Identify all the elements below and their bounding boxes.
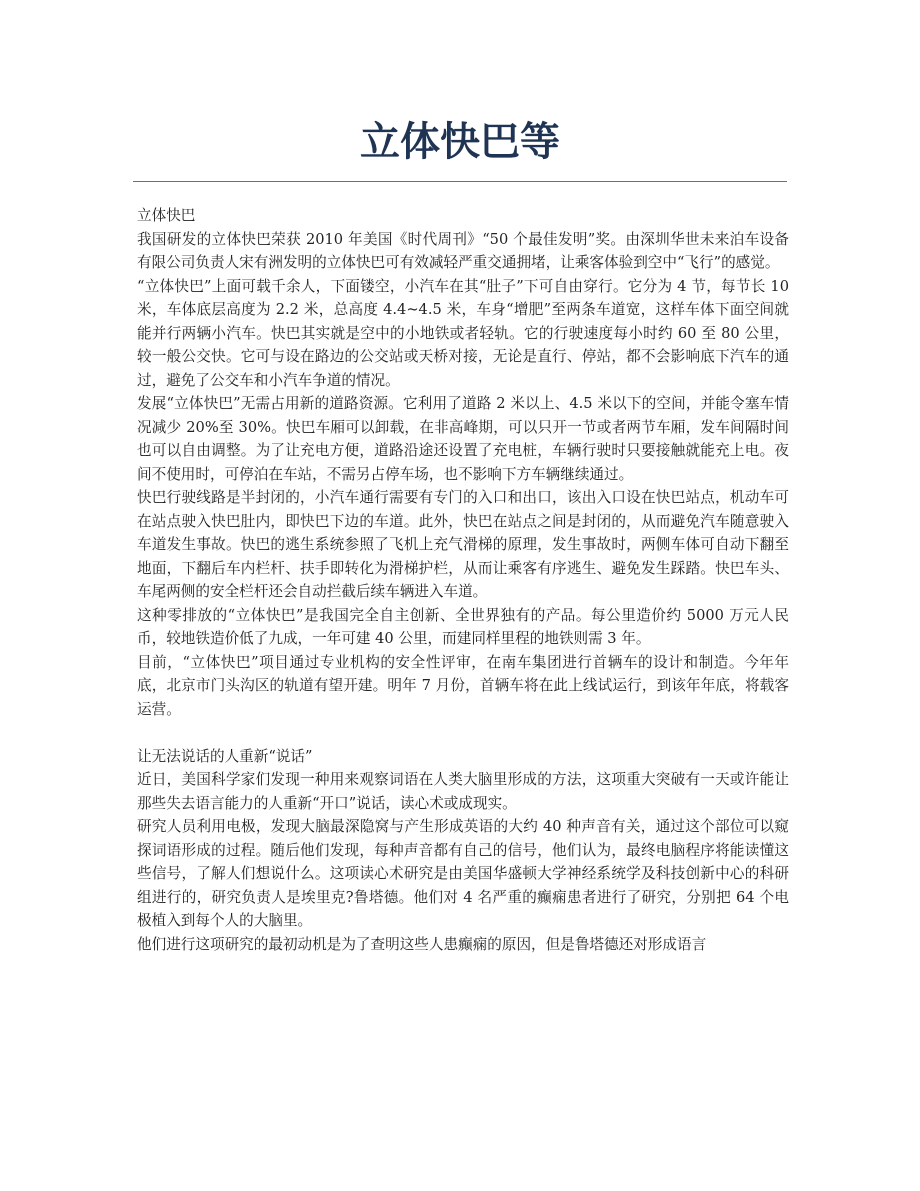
section-heading: 立体快巴: [137, 207, 196, 224]
document-body: [137, 204, 789, 956]
body-paragraph: 发展“立体快巴”无需占用新的道路资源。它利用了道路 2 米以上、4.5 米以下的空间，并能令塞车情况减少 20%至 30%。快巴车厢可以卸载，在非高峰期，可以只开一节或者两节车厢，发车间隔时间也可以自由调整。为了让充电方便，道路沿途还设置了充电桩，车辆行驶时只要接触就能充上电。夜间不使用时，可停泊在车站，不需另占停车场，也不影响下方车辆继续通过。: [137, 395, 789, 483]
body-paragraph: 我国研发的立体快巴荣获 2010 年美国《时代周刊》“50 个最佳发明”奖。由深圳华世未来泊车设备有限公司负责人宋有洲发明的立体快巴可有效减轻严重交通拥堵，让乘客体验到空中“飞行”的感觉。: [137, 230, 789, 271]
body-paragraph: “立体快巴”上面可载千余人，下面镂空，小汽车在其“肚子”下可自由穿行。它分为 4 节，每节长 10 米，车体底层高度为 2.2 米，总高度 4.4~4.5 米，车身“增肥”至两条车道宽，这样车体下面空间就能并行两辆小汽车。快巴其实就是空中的小地铁或者轻轨。它的行驶速度每小时约 60 至 80 公里，较一般公交快。它可与设在路边的公交站或天桥对接，无论是直行、停站，都不会影响底下汽车的通过，避免了公交车和小汽车争道的情况。: [137, 277, 789, 389]
body-paragraph: 他们进行这项研究的最初动机是为了查明这些人患癫痫的原因，但是鲁塔德还对形成语言: [137, 935, 707, 953]
document-title: 立体快巴等: [360, 119, 560, 165]
body-paragraph: 目前，“立体快巴”项目通过专业机构的安全性评审，在南车集团进行首辆车的设计和制造。今年年底，北京市门头沟区的轨道有望开建。明年 7 月份，首辆车将在此上线试运行，到该年年底，将载客运营。: [137, 653, 789, 718]
body-paragraph: 这种零排放的“立体快巴”是我国完全自主创新、全世界独有的产品。每公里造价约 5000 万元人民币，较地铁造价低了九成，一年可建 40 公里，而建同样里程的地铁则需 3 年。: [137, 606, 789, 647]
body-paragraph: 近日，美国科学家们发现一种用来观察词语在人类大脑里形成的方法，这项重大突破有一天或许能让那些失去语言能力的人重新“开口”说话，读心术或成现实。: [137, 771, 789, 812]
body-paragraph: 快巴行驶线路是半封闭的，小汽车通行需要有专门的入口和出口，该出入口设在快巴站点，机动车可在站点驶入快巴肚内，即快巴下边的车道。此外，快巴在站点之间是封闭的，从而避免汽车随意驶入车道发生事故。快巴的逃生系统参照了飞机上充气滑梯的原理，发生事故时，两侧车体可自动下翻至地面，下翻后车内栏杆、扶手即转化为滑梯护栏，从而让乘客有序逃生、避免发生踩踏。快巴车头、车尾两侧的安全栏杆还会自动拦截后续车辆进入车道。: [137, 489, 789, 600]
blank-line: [137, 721, 789, 745]
section-heading: 让无法说话的人重新“说话”: [137, 747, 313, 765]
title-divider: [133, 181, 787, 182]
body-paragraph: 研究人员利用电极，发现大脑最深隐窝与产生形成英语的大约 40 种声音有关，通过这个部位可以窥探词语形成的过程。随后他们发现，每种声音都有自己的信号，他们认为，最终电脑程序将能读懂这些信号，了解人们想说什么。这项读心术研究是由美国华盛顿大学神经系统学及科技创新中心的科研组进行的，研究负责人是埃里克?鲁塔德。他们对 4 名严重的癫痫患者进行了研究，分别把 64 个电极植入到每个人的大脑里。: [137, 818, 789, 929]
